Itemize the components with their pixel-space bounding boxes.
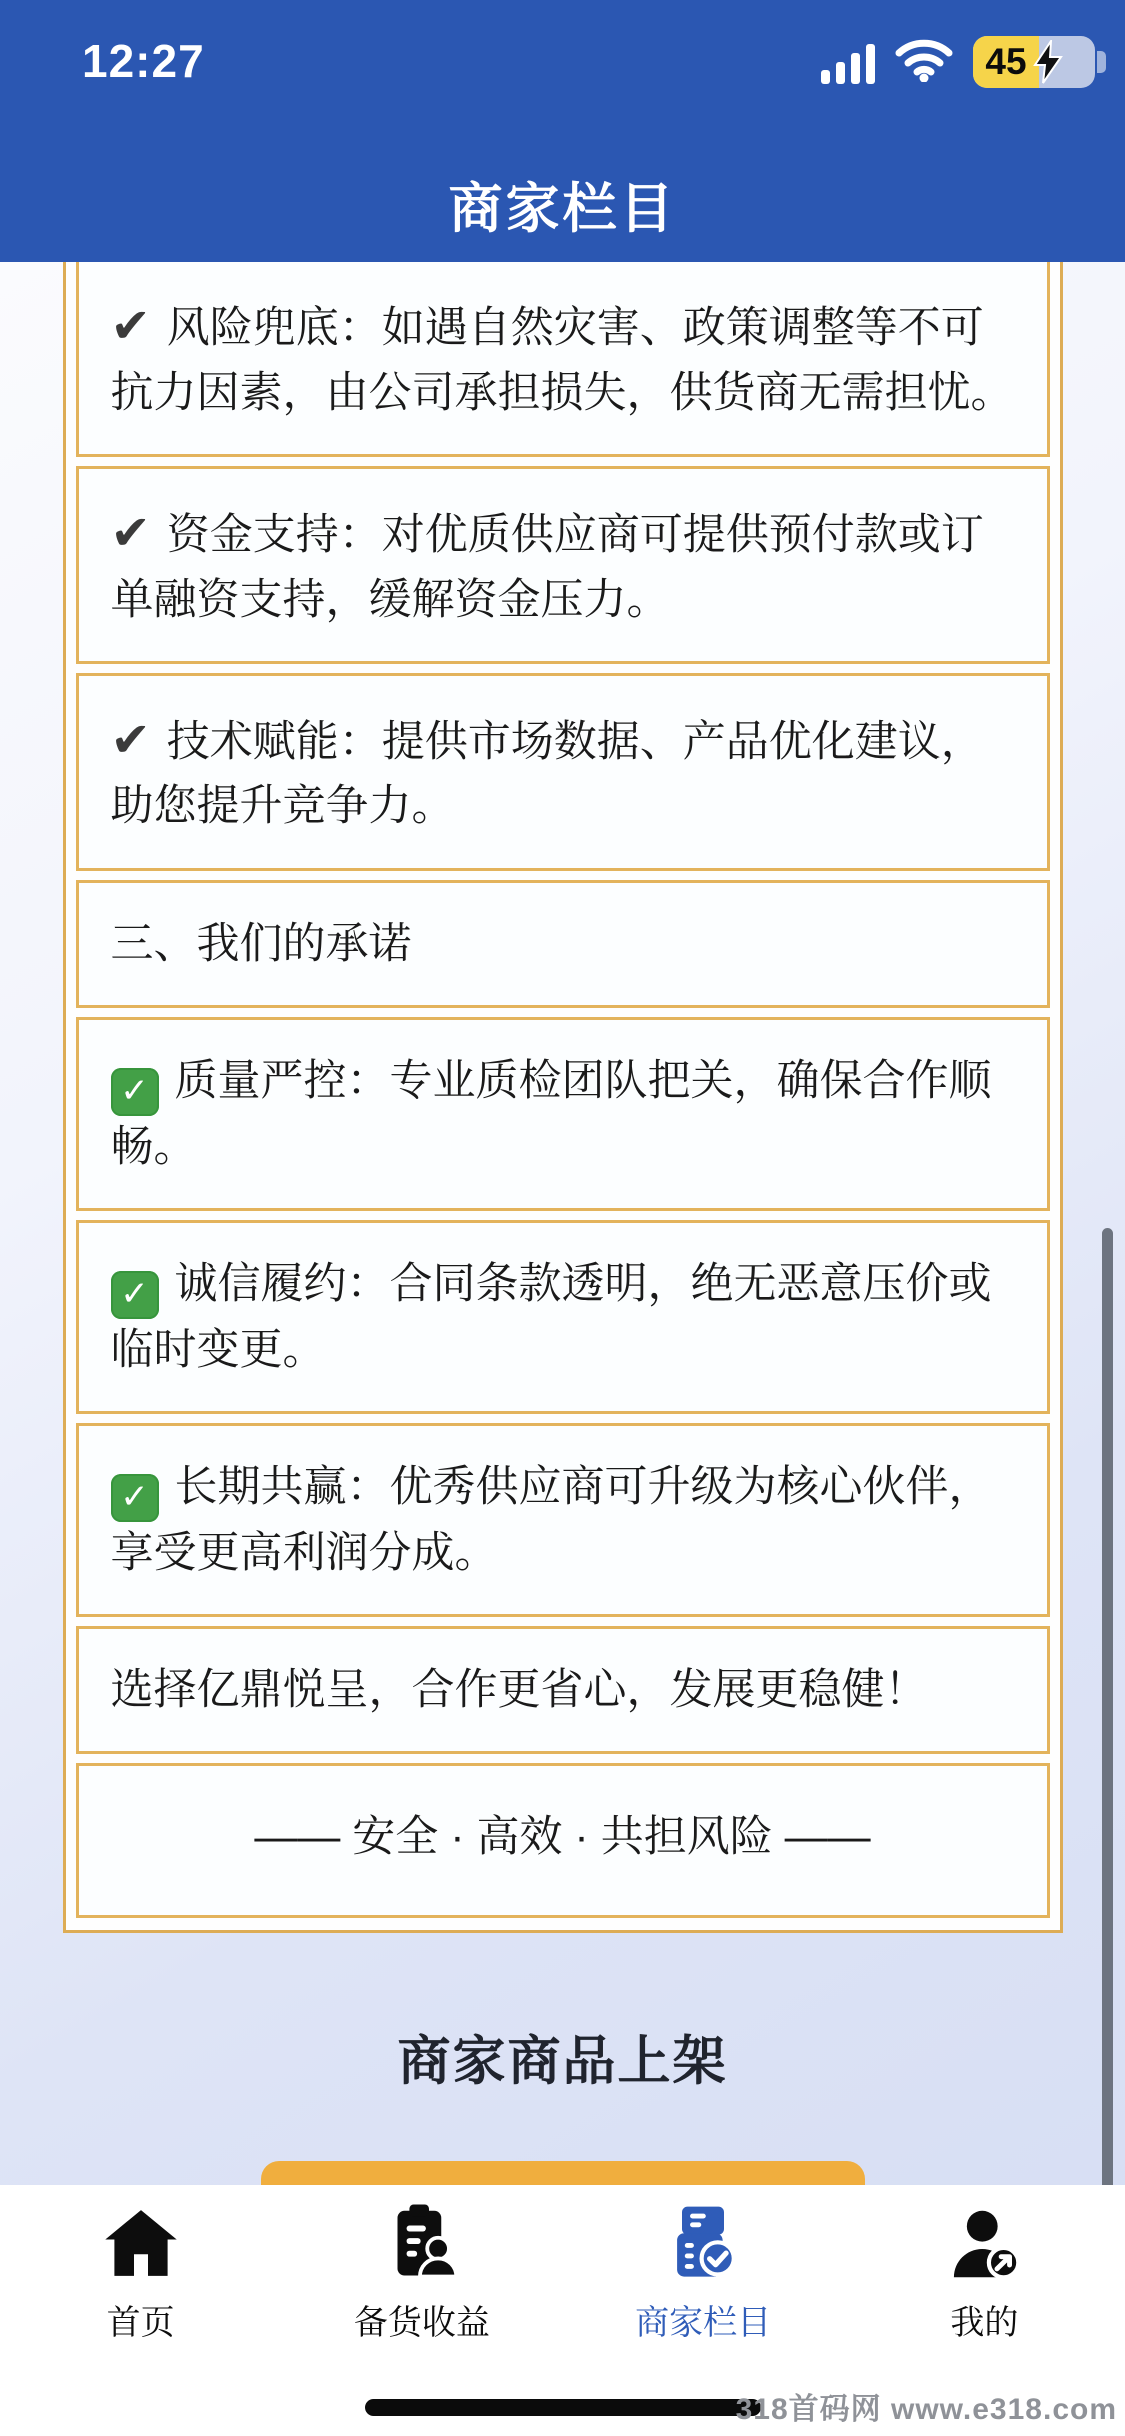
app-header <box>0 0 1125 262</box>
check-icon: ✔ <box>110 506 151 560</box>
tab-label: 首页 <box>106 2304 175 2342</box>
green-check-icon: ✓ <box>111 1474 159 1522</box>
tab-mine[interactable] <box>844 2201 1125 2344</box>
scrollbar-thumb[interactable] <box>1102 1228 1113 2230</box>
row-text: —— 安全 · 高效 · 共担风险 —— <box>254 1813 871 1862</box>
panel-row-quality <box>76 1017 1050 1211</box>
row-text: 风险兜底：如遇自然灾害、政策调整等不可抗力因素，由公司承担损失，供货商无需担忧。 <box>110 304 1014 417</box>
listing-heading: 商家商品上架 <box>397 2031 728 2091</box>
content-area <box>0 262 1125 2436</box>
status-bar <box>0 28 1125 90</box>
home-icon <box>99 2201 183 2285</box>
charging-bolt-icon <box>1031 40 1065 84</box>
panel-row-tagline <box>76 1763 1050 1917</box>
merchant-terminal-check-icon <box>661 2201 745 2285</box>
row-text: 长期共赢：优秀供应商可升级为核心伙伴，享受更高利润分成。 <box>110 1463 992 1577</box>
tab-label: 备货收益 <box>353 2304 490 2342</box>
panel-row-integrity <box>76 1220 1050 1414</box>
panel-row-slogan <box>76 1626 1050 1754</box>
panel-row-section-promise <box>76 880 1050 1008</box>
watermark: 318首码网 www.e318.com <box>735 2393 1117 2426</box>
info-panel <box>63 262 1063 1933</box>
cellular-signal-icon <box>821 40 875 84</box>
tab-stock-income[interactable] <box>281 2201 562 2344</box>
row-text: 质量严控：专业质检团队把关，确保合作顺畅。 <box>110 1057 992 1171</box>
bottom-tab-bar <box>0 2185 1125 2436</box>
wifi-icon <box>895 38 953 87</box>
tab-label: 商家栏目 <box>635 2304 772 2342</box>
page-title: 商家栏目 <box>448 179 677 239</box>
tab-home[interactable] <box>0 2201 281 2344</box>
panel-row-winwin <box>76 1423 1050 1617</box>
row-text: 技术赋能：提供市场数据、产品优化建议，助您提升竞争力。 <box>110 717 984 831</box>
clock: 12:27 <box>82 35 205 87</box>
clipboard-person-icon <box>380 2201 464 2285</box>
panel-row-tech <box>76 673 1050 871</box>
check-icon: ✔ <box>110 713 151 767</box>
green-check-icon: ✓ <box>111 1068 159 1116</box>
green-check-icon: ✓ <box>111 1271 159 1319</box>
panel-row-funding <box>76 466 1050 664</box>
row-text: 诚信履约：合同条款透明，绝无恶意压价或临时变更。 <box>110 1260 992 1374</box>
battery-percent: 45 <box>973 36 1039 88</box>
profile-icon <box>942 2201 1026 2285</box>
home-indicator[interactable] <box>365 2399 761 2416</box>
status-icons <box>821 36 1095 88</box>
row-text: 三、我们的承诺 <box>110 919 412 968</box>
tab-merchant-column[interactable] <box>563 2201 844 2344</box>
panel-row-risk <box>76 262 1050 457</box>
battery-icon <box>973 36 1095 88</box>
tab-label: 我的 <box>950 2304 1019 2342</box>
row-text: 选择亿鼎悦呈，合作更省心，发展更稳健！ <box>110 1666 928 1715</box>
check-icon: ✔ <box>110 300 151 353</box>
row-text: 资金支持：对优质供应商可提供预付款或订单融资支持，缓解资金压力。 <box>110 510 984 624</box>
